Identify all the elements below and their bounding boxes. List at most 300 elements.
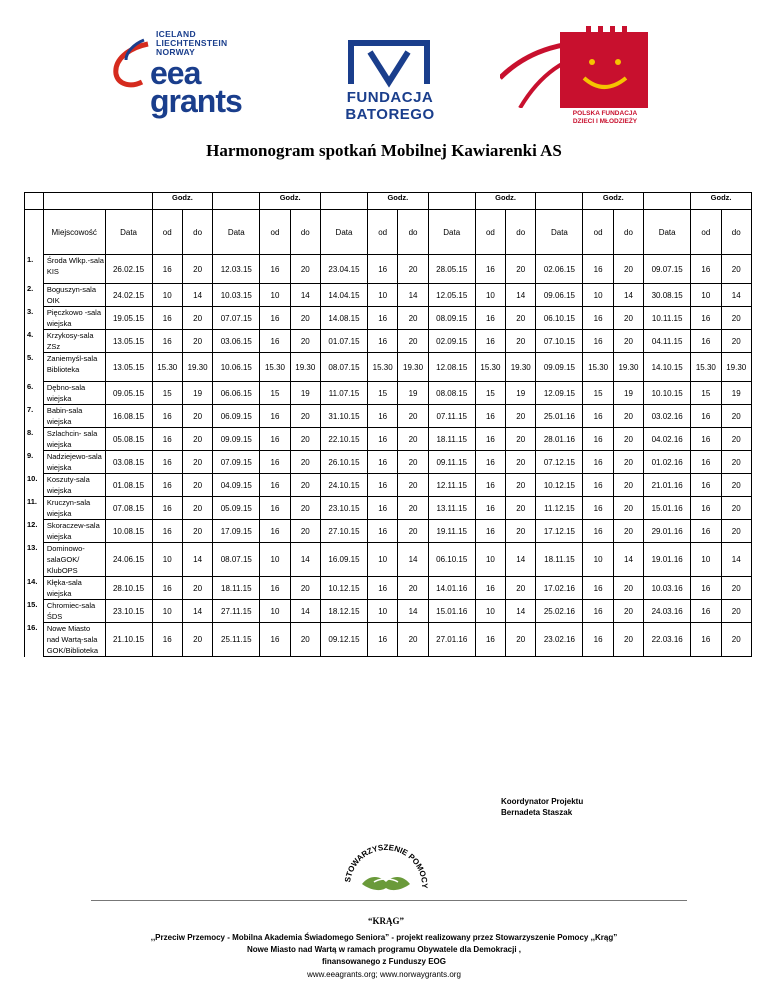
cell-from: 15.30: [475, 353, 505, 382]
cell-from: 15.30: [260, 353, 290, 382]
cell-to: 19: [290, 382, 320, 405]
cell-date: 10.06.15: [213, 353, 260, 382]
cell-date: 18.11.15: [536, 543, 583, 577]
cell-to: 19.30: [721, 353, 751, 382]
eea-country-iceland: ICELAND: [156, 29, 196, 39]
cell-from: 16: [152, 623, 182, 657]
cell-from: 15: [260, 382, 290, 405]
cell-to: 20: [182, 330, 212, 353]
header-blank: [428, 193, 475, 210]
header-godz-6: Godz.: [691, 193, 752, 210]
cell-from: 16: [583, 497, 613, 520]
cell-date: 09.11.15: [428, 451, 475, 474]
cell-to: 20: [182, 405, 212, 428]
cell-to: 20: [506, 497, 536, 520]
cell-to: 14: [182, 600, 212, 623]
cell-from: 15.30: [368, 353, 398, 382]
cell-date: 01.02.16: [644, 451, 691, 474]
row-number: 7.: [25, 405, 44, 428]
cell-date: 19.01.16: [644, 543, 691, 577]
cell-to: 20: [182, 307, 212, 330]
batory-logo-line1: FUNDACJA: [346, 89, 434, 106]
cell-from: 16: [368, 577, 398, 600]
pfdim-logo-line1: POLSKA FUNDACJA: [572, 110, 638, 117]
footer-links: www.eeagrants.org; www.norwaygrants.org: [307, 970, 461, 979]
table-row: [25, 497, 752, 520]
table-row: [25, 255, 752, 284]
row-place: Chromiec-sala ŚDS: [43, 600, 105, 623]
cell-to: 19: [613, 382, 643, 405]
cell-date: 21.10.15: [105, 623, 152, 657]
cell-from: 16: [583, 577, 613, 600]
cell-date: 03.06.15: [213, 330, 260, 353]
cell-date: 26.10.15: [320, 451, 367, 474]
table-row: [25, 520, 752, 543]
table-row: [25, 543, 752, 577]
cell-to: 20: [182, 577, 212, 600]
cell-date: 04.02.16: [644, 428, 691, 451]
cell-to: 20: [290, 255, 320, 284]
cell-date: 24.02.15: [105, 284, 152, 307]
cell-from: 16: [152, 474, 182, 497]
cell-date: 26.02.15: [105, 255, 152, 284]
header-blank: [43, 193, 105, 210]
batory-emblem-icon: [340, 38, 438, 88]
cell-from: 10: [260, 600, 290, 623]
cell-from: 16: [475, 451, 505, 474]
cell-from: 10: [475, 543, 505, 577]
header-blank: [644, 193, 691, 210]
cell-to: 14: [290, 543, 320, 577]
row-place: Środa Wlkp.-sala KIS: [43, 255, 105, 284]
row-place: Szlachcin- sala wiejska: [43, 428, 105, 451]
cell-from: 16: [260, 520, 290, 543]
cell-to: 20: [398, 330, 428, 353]
cell-to: 20: [613, 428, 643, 451]
cell-date: 04.09.15: [213, 474, 260, 497]
pfdim-logo-line2: DZIECI I MŁODZIEŻY: [572, 118, 638, 125]
table-row: [25, 382, 752, 405]
eea-logo-word-eea: eea: [150, 55, 201, 91]
cell-from: 16: [475, 520, 505, 543]
header-from: od: [691, 210, 721, 255]
cell-from: 16: [691, 255, 721, 284]
cell-from: 15.30: [691, 353, 721, 382]
cell-from: 10: [691, 543, 721, 577]
cell-to: 20: [613, 600, 643, 623]
cell-from: 16: [583, 405, 613, 428]
schedule-body: [25, 255, 752, 657]
cell-to: 14: [506, 284, 536, 307]
cell-to: 20: [506, 474, 536, 497]
row-place: Skoraczew-sala wiejska: [43, 520, 105, 543]
cell-to: 20: [721, 520, 751, 543]
cell-to: 14: [613, 543, 643, 577]
cell-from: 15: [691, 382, 721, 405]
cell-to: 20: [182, 428, 212, 451]
cell-date: 14.08.15: [320, 307, 367, 330]
cell-from: 16: [691, 474, 721, 497]
cell-date: 16.08.15: [105, 405, 152, 428]
cell-date: 12.08.15: [428, 353, 475, 382]
row-number: 8.: [25, 428, 44, 451]
cell-date: 01.07.15: [320, 330, 367, 353]
cell-from: 15.30: [152, 353, 182, 382]
cell-to: 20: [182, 497, 212, 520]
cell-from: 16: [152, 428, 182, 451]
cell-from: 16: [583, 307, 613, 330]
header-date: Data: [213, 210, 260, 255]
cell-date: 12.05.15: [428, 284, 475, 307]
row-place: Koszuty-sala wiejska: [43, 474, 105, 497]
cell-from: 16: [152, 255, 182, 284]
row-number: 2.: [25, 284, 44, 307]
cell-date: 10.12.15: [320, 577, 367, 600]
cell-date: 17.09.15: [213, 520, 260, 543]
cell-to: 20: [398, 307, 428, 330]
cell-to: 20: [613, 330, 643, 353]
cell-to: 20: [290, 520, 320, 543]
table-row: [25, 474, 752, 497]
header-godz-1: Godz.: [152, 193, 213, 210]
row-place: Pięczkowo -sala wiejska: [43, 307, 105, 330]
header-blank: [320, 193, 367, 210]
cell-to: 20: [182, 623, 212, 657]
row-place: Nowe Miasto nad Wartą-sala GOK/Biblioteka: [43, 623, 105, 657]
cell-from: 16: [691, 330, 721, 353]
cell-date: 25.01.16: [536, 405, 583, 428]
cell-date: 28.05.15: [428, 255, 475, 284]
cell-to: 20: [182, 474, 212, 497]
cell-date: 27.11.15: [213, 600, 260, 623]
cell-to: 20: [506, 520, 536, 543]
table-header-godz-row: [25, 193, 752, 210]
cell-date: 25.11.15: [213, 623, 260, 657]
header-to: do: [182, 210, 212, 255]
table-header-row: [25, 210, 752, 255]
table-row: [25, 577, 752, 600]
cell-date: 23.02.16: [536, 623, 583, 657]
eea-country-norway: NORWAY: [156, 47, 196, 57]
cell-to: 20: [721, 451, 751, 474]
cell-from: 16: [583, 520, 613, 543]
cell-from: 10: [475, 600, 505, 623]
table-row: [25, 353, 752, 382]
header-date: Data: [644, 210, 691, 255]
header-to: do: [721, 210, 751, 255]
cell-date: 16.09.15: [320, 543, 367, 577]
cell-date: 07.12.15: [536, 451, 583, 474]
cell-date: 12.03.15: [213, 255, 260, 284]
header-from: od: [368, 210, 398, 255]
cell-date: 15.01.16: [644, 497, 691, 520]
cell-from: 10: [260, 284, 290, 307]
header-date: Data: [320, 210, 367, 255]
krag-logo-name: “KRĄG”: [368, 916, 404, 926]
cell-date: 13.05.15: [105, 353, 152, 382]
cell-to: 20: [290, 405, 320, 428]
cell-to: 14: [506, 543, 536, 577]
cell-from: 15: [583, 382, 613, 405]
cell-date: 07.07.15: [213, 307, 260, 330]
cell-to: 20: [613, 623, 643, 657]
cell-date: 01.08.15: [105, 474, 152, 497]
row-place: Dębno-sala wiejska: [43, 382, 105, 405]
cell-to: 14: [721, 543, 751, 577]
header-blank: [105, 193, 152, 210]
cell-to: 20: [506, 330, 536, 353]
cell-from: 16: [368, 307, 398, 330]
table-row: [25, 405, 752, 428]
cell-from: 10: [260, 543, 290, 577]
cell-from: 16: [260, 255, 290, 284]
header-date: Data: [105, 210, 152, 255]
cell-to: 20: [721, 577, 751, 600]
cell-from: 10: [368, 600, 398, 623]
cell-from: 16: [368, 428, 398, 451]
header-godz-2: Godz.: [260, 193, 321, 210]
cell-from: 16: [583, 330, 613, 353]
footer-line-3: finansowanego z Funduszy EOG: [321, 957, 446, 966]
cell-to: 20: [290, 428, 320, 451]
fundacja-batorego-logo: [340, 38, 440, 123]
cell-to: 20: [721, 474, 751, 497]
cell-to: 20: [613, 307, 643, 330]
cell-to: 20: [721, 600, 751, 623]
cell-date: 07.10.15: [536, 330, 583, 353]
cell-to: 19.30: [613, 353, 643, 382]
cell-from: 16: [475, 428, 505, 451]
cell-from: 16: [583, 255, 613, 284]
cell-from: 16: [260, 577, 290, 600]
header-godz-4: Godz.: [475, 193, 536, 210]
cell-from: 16: [368, 255, 398, 284]
batory-logo-line2: BATOREGO: [345, 106, 435, 123]
cell-to: 20: [506, 451, 536, 474]
cell-from: 10: [691, 284, 721, 307]
cell-to: 20: [290, 474, 320, 497]
cell-to: 19: [182, 382, 212, 405]
cell-to: 20: [506, 307, 536, 330]
cell-date: 07.11.15: [428, 405, 475, 428]
cell-date: 05.09.15: [213, 497, 260, 520]
cell-date: 08.09.15: [428, 307, 475, 330]
cell-from: 16: [368, 497, 398, 520]
cell-to: 20: [398, 255, 428, 284]
cell-date: 21.01.16: [644, 474, 691, 497]
cell-to: 20: [398, 474, 428, 497]
cell-to: 20: [613, 255, 643, 284]
table-row: [25, 428, 752, 451]
cell-date: 09.05.15: [105, 382, 152, 405]
cell-to: 20: [613, 451, 643, 474]
cell-to: 14: [182, 543, 212, 577]
table-row: [25, 330, 752, 353]
cell-from: 16: [691, 577, 721, 600]
cell-to: 20: [721, 255, 751, 284]
cell-date: 11.07.15: [320, 382, 367, 405]
cell-date: 27.10.15: [320, 520, 367, 543]
cell-from: 15: [475, 382, 505, 405]
cell-date: 18.11.15: [213, 577, 260, 600]
cell-from: 16: [152, 330, 182, 353]
cell-to: 20: [290, 330, 320, 353]
row-place: Kruczyn-sala wiejska: [43, 497, 105, 520]
header-from: od: [260, 210, 290, 255]
cell-date: 23.10.15: [320, 497, 367, 520]
cell-from: 10: [475, 284, 505, 307]
cell-date: 28.01.16: [536, 428, 583, 451]
eea-countries: [156, 30, 227, 57]
header-date: Data: [428, 210, 475, 255]
cell-date: 09.09.15: [213, 428, 260, 451]
cell-from: 10: [152, 284, 182, 307]
cell-date: 10.03.16: [644, 577, 691, 600]
cell-date: 22.10.15: [320, 428, 367, 451]
row-place: Dominowo-salaGOK/ KlubOPS: [43, 543, 105, 577]
cell-from: 10: [368, 543, 398, 577]
cell-from: 16: [152, 520, 182, 543]
cell-from: 16: [475, 623, 505, 657]
header-to: do: [506, 210, 536, 255]
cell-to: 19: [506, 382, 536, 405]
cell-from: 16: [583, 623, 613, 657]
cell-date: 12.09.15: [536, 382, 583, 405]
header-godz-3: Godz.: [368, 193, 429, 210]
cell-from: 16: [368, 451, 398, 474]
cell-date: 18.11.15: [428, 428, 475, 451]
cell-from: 16: [260, 623, 290, 657]
cell-to: 20: [613, 405, 643, 428]
cell-from: 16: [691, 405, 721, 428]
cell-date: 04.11.15: [644, 330, 691, 353]
cell-to: 19.30: [290, 353, 320, 382]
cell-from: 16: [368, 520, 398, 543]
cell-to: 20: [506, 255, 536, 284]
row-number: 12.: [25, 520, 44, 543]
row-number: 11.: [25, 497, 44, 520]
row-number: 10.: [25, 474, 44, 497]
cell-date: 30.08.15: [644, 284, 691, 307]
cell-date: 06.09.15: [213, 405, 260, 428]
cell-date: 23.04.15: [320, 255, 367, 284]
cell-from: 16: [475, 474, 505, 497]
cell-from: 16: [152, 307, 182, 330]
header-from: od: [152, 210, 182, 255]
cell-to: 20: [721, 405, 751, 428]
cell-from: 16: [583, 428, 613, 451]
cell-from: 16: [583, 451, 613, 474]
cell-from: 16: [260, 405, 290, 428]
footer-line-1: ,,Przeciw Przemocy - Mobilna Akademia Świadomego Seniora” - projekt realizowany przez Stowarzyszenie Pomocy ,,Krąg”: [150, 933, 618, 942]
cell-date: 14.01.16: [428, 577, 475, 600]
row-number: 15.: [25, 600, 44, 623]
cell-to: 14: [398, 543, 428, 577]
schedule-table: [24, 192, 752, 657]
cell-from: 16: [260, 330, 290, 353]
cell-date: 07.09.15: [213, 451, 260, 474]
cell-date: 18.12.15: [320, 600, 367, 623]
cell-to: 20: [613, 474, 643, 497]
cell-from: 16: [691, 497, 721, 520]
header-number: [25, 210, 44, 255]
cell-to: 20: [398, 451, 428, 474]
cell-to: 20: [290, 451, 320, 474]
cell-from: 16: [475, 255, 505, 284]
cell-to: 19.30: [506, 353, 536, 382]
cell-date: 03.02.16: [644, 405, 691, 428]
row-place: Kłęka-sala wiejska: [43, 577, 105, 600]
cell-from: 10: [368, 284, 398, 307]
cell-to: 20: [506, 577, 536, 600]
cell-to: 14: [182, 284, 212, 307]
cell-to: 20: [182, 255, 212, 284]
cell-to: 20: [398, 428, 428, 451]
cell-to: 20: [721, 428, 751, 451]
cell-date: 28.10.15: [105, 577, 152, 600]
cell-from: 16: [691, 520, 721, 543]
cell-from: 16: [368, 405, 398, 428]
cell-from: 16: [691, 428, 721, 451]
cell-date: 08.07.15: [320, 353, 367, 382]
cell-from: 15: [368, 382, 398, 405]
cell-to: 20: [290, 577, 320, 600]
coordinator-role: Koordynator Projektu: [501, 797, 584, 806]
eea-swoosh-icon: [108, 38, 154, 94]
cell-to: 20: [182, 451, 212, 474]
cell-date: 14.10.15: [644, 353, 691, 382]
krag-arc-text: STOWARZYSZENIE POMOCY: [343, 842, 430, 889]
row-place: Babin-sala wiejska: [43, 405, 105, 428]
cell-date: 10.12.15: [536, 474, 583, 497]
cell-date: 06.06.15: [213, 382, 260, 405]
row-place: Nadziejewo-sala wiejska: [43, 451, 105, 474]
cell-to: 20: [290, 623, 320, 657]
header-place: Miejscowość: [43, 210, 105, 255]
cell-from: 16: [475, 497, 505, 520]
header-from: od: [475, 210, 505, 255]
cell-from: 16: [152, 405, 182, 428]
cell-to: 20: [721, 623, 751, 657]
cell-to: 20: [182, 520, 212, 543]
cell-date: 08.07.15: [213, 543, 260, 577]
cell-date: 02.09.15: [428, 330, 475, 353]
row-number: 16.: [25, 623, 44, 657]
cell-from: 10: [152, 543, 182, 577]
cell-from: 16: [475, 577, 505, 600]
cell-to: 20: [506, 405, 536, 428]
header-blank: [25, 193, 44, 210]
cell-from: 16: [691, 451, 721, 474]
cell-date: 05.08.15: [105, 428, 152, 451]
cell-date: 03.08.15: [105, 451, 152, 474]
cell-date: 19.11.15: [428, 520, 475, 543]
page-title: Harmonogram spotkań Mobilnej Kawiarenki AS: [206, 141, 562, 160]
cell-date: 11.12.15: [536, 497, 583, 520]
coordinator-block: [501, 796, 583, 818]
cell-to: 20: [506, 623, 536, 657]
cell-to: 20: [398, 405, 428, 428]
cell-date: 15.01.16: [428, 600, 475, 623]
header-from: od: [583, 210, 613, 255]
cell-from: 16: [475, 330, 505, 353]
cell-date: 09.07.15: [644, 255, 691, 284]
cell-to: 20: [721, 497, 751, 520]
cell-to: 14: [506, 600, 536, 623]
cell-from: 10: [152, 600, 182, 623]
cell-from: 15: [152, 382, 182, 405]
cell-from: 10: [583, 284, 613, 307]
